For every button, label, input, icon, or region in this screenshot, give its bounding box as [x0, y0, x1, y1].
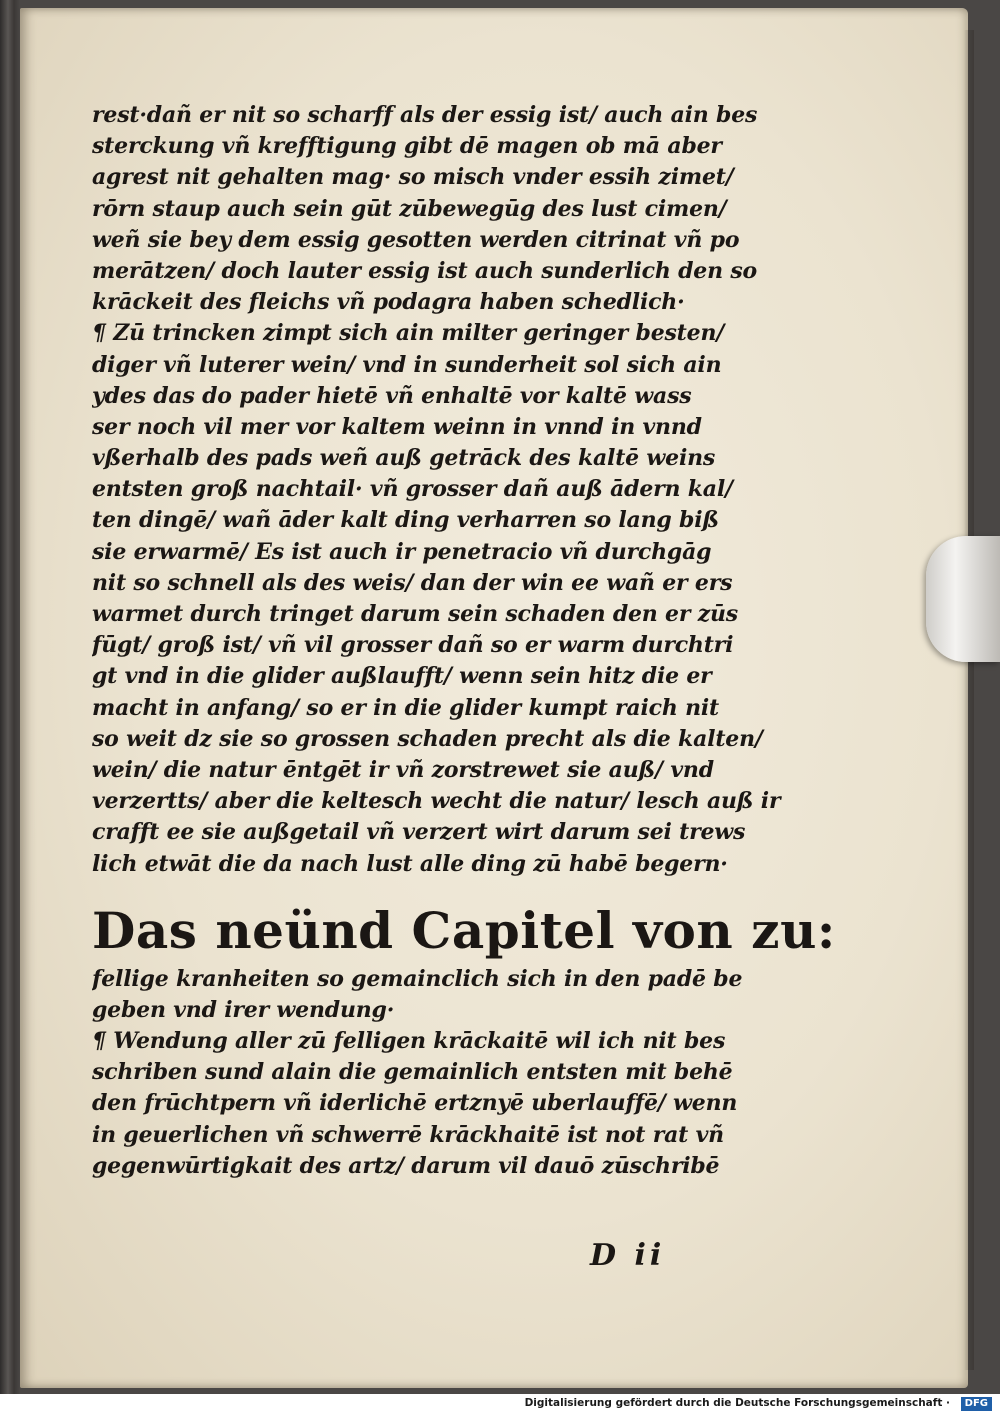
page-edge-shadow: [964, 30, 974, 1370]
body-line: agrest nit gehalten mag· so misch vnder essih zimet/: [92, 164, 734, 191]
body-line: wein/ die natur ēntgēt ir vñ zorstrewet sie auß/ vnd: [92, 756, 714, 783]
body-line: sterckung vñ krefftigung gibt dē magen ob mā aber: [92, 133, 722, 160]
body-line: weñ sie bey dem essig gesotten werden citrinat vñ po: [92, 226, 740, 253]
chapter-line: fellige kranheiten so gemainclich sich in den padē be: [92, 965, 743, 992]
body-line: rōrn staup auch sein gūt zūbewegūg des lust cimen/: [92, 195, 727, 222]
body-line: rest·dañ er nit so scharff als der essig ist/ auch ain bes: [92, 102, 758, 128]
body-line: gt vnd in die glider außlaufft/ wenn sein hitz die er: [92, 663, 712, 690]
body-line: merātzen/ doch lauter essig ist auch sunderlich den so: [92, 257, 758, 284]
body-line: ¶ Zū trincken zimpt sich ain milter geringer besten/: [92, 320, 725, 347]
body-line: lich etwāt die da nach lust alle ding zū habē begern·: [92, 850, 728, 877]
body-line: warmet durch tringet darum sein schaden den er zūs: [92, 601, 738, 627]
body-line: so weit dz sie so grossen schaden precht als die kalten/: [92, 725, 763, 752]
footer-bar: [0, 1394, 1000, 1414]
page-clip: [926, 536, 1000, 662]
dfg-logo: DFG: [961, 1397, 992, 1411]
body-line: verzertts/ aber die keltesch wecht die natur/ lesch auß ir: [92, 788, 781, 815]
body-line: diger vñ luterer wein/ vnd in sunderheit sol sich ain: [92, 351, 722, 378]
body-line: krāckeit des fleichs vñ podagra haben schedlich·: [92, 289, 685, 316]
body-line: fūgt/ groß ist/ vñ vil grosser dañ so er warm durchtri: [92, 632, 734, 659]
chapter-line: geben vnd irer wendung·: [92, 996, 395, 1023]
signature-mark: D ii: [590, 1238, 666, 1273]
chapter-line: schriben sund alain die gemainlich entsten mit behē: [92, 1059, 733, 1086]
text-block: [92, 100, 836, 1182]
chapter-line: gegenwūrtigkait des artz/ darum vil dauō zūschribē: [92, 1152, 720, 1179]
section-gap: [92, 880, 782, 898]
body-line: ser noch vil mer vor kaltem weinn in vnnd in vnnd: [92, 413, 702, 440]
body-line: sie erwarmē/ Es ist auch ir penetracio vñ durchgāg: [92, 538, 712, 565]
funding-credit: Digitalisierung gefördert durch die Deutsche Forschungsgemeinschaft ·: [524, 1397, 950, 1409]
chapter-line: ¶ Wendung aller zū felligen krāckaitē wil ich nit bes: [92, 1028, 726, 1055]
body-line: vßerhalb des pads weñ auß getrāck des kaltē weins: [92, 445, 716, 472]
body-line: macht in anfang/ so er in die glider kumpt raich nit: [92, 694, 719, 721]
body-line: entsten groß nachtail· vñ grosser dañ auß ādern kal/: [92, 476, 733, 503]
body-line: crafft ee sie außgetail vñ verzert wirt darum sei trews: [92, 819, 746, 846]
body-line: nit so schnell als des weis/ dan der win ee wañ er ers: [92, 569, 733, 596]
body-line: ydes das do pader hietē vñ enhaltē vor kaltē wass: [92, 382, 692, 409]
chapter-line: in geuerlichen vñ schwerrē krāckhaitē ist not rat vñ: [92, 1121, 724, 1148]
chapter-line: den frūchtpern vñ iderlichē ertznyē uberlauffē/ wenn: [92, 1090, 738, 1117]
chapter-heading: Das neünd Capitel von zu:: [92, 900, 836, 960]
body-line: ten dingē/ wañ āder kalt ding verharren so lang biß: [92, 507, 719, 534]
